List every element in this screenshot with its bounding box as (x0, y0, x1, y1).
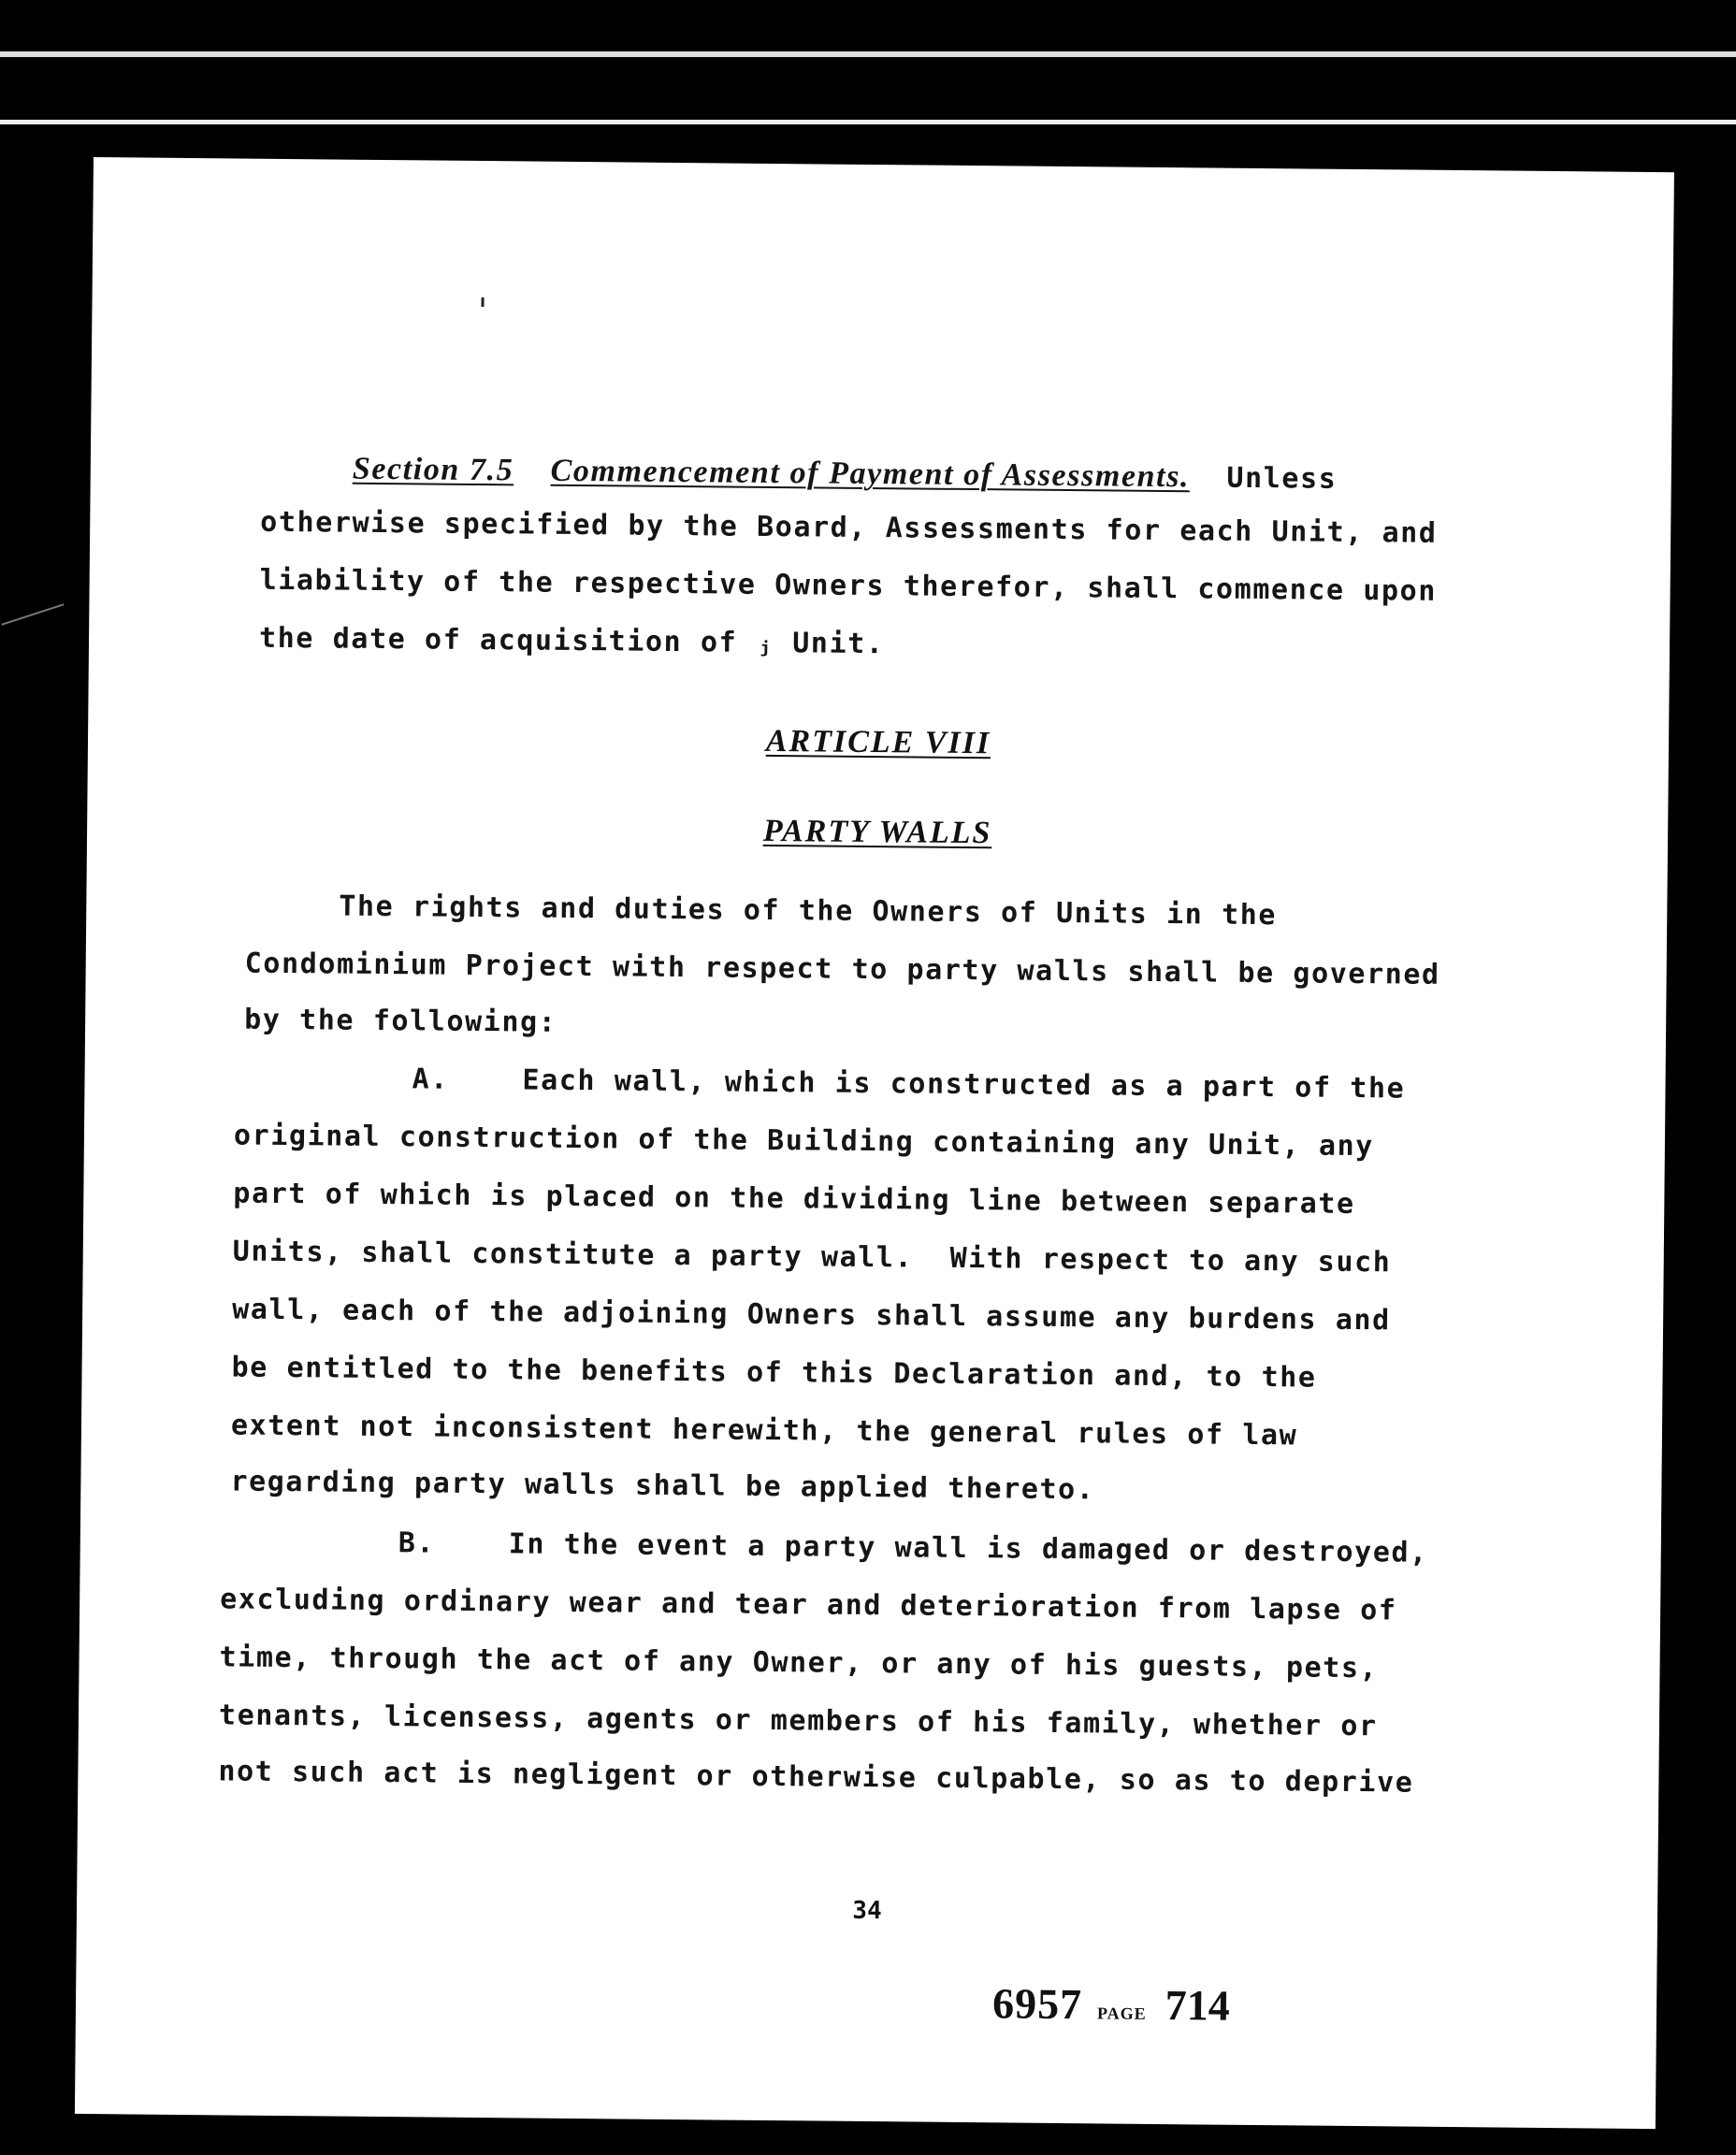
page-number: 34 (852, 1896, 882, 1926)
para-a-line-2: part of which is placed on the dividing line between separate (233, 1177, 1355, 1221)
section-line-2: liability of the respective Owners therefor, shall commence upon (259, 563, 1438, 608)
intro-line-2: by the following: (243, 1003, 557, 1039)
book-number: 6957 (991, 1979, 1083, 2029)
para-a-line-6: extent not inconsistent herewith, the general rules of law (230, 1409, 1298, 1453)
para-b-line-0: B. In the event a party wall is damaged or destroyed, (398, 1526, 1428, 1569)
scan-artifact-line (0, 51, 1736, 57)
intro-line-0: The rights and duties of the Owners of Units in the (339, 889, 1278, 933)
para-b-line-3: tenants, licensess, agents or members of his family, whether or (218, 1699, 1378, 1743)
document-page (75, 157, 1674, 2129)
book-page-reference (992, 1978, 1230, 2030)
section-heading-line (352, 451, 1338, 496)
para-b-line-4: not such act is negligent or otherwise culpable, so as to deprive (218, 1755, 1414, 1800)
para-a-line-3: Units, shall constitute a party wall. With respect to any such (232, 1235, 1392, 1280)
para-a-line-0: A. Each wall, which is constructed as a part of the (412, 1063, 1406, 1106)
book-label: PAGE (1096, 2003, 1147, 2023)
para-a-line-5: be entitled to the benefits of this Declaration and, to the (231, 1351, 1317, 1395)
scan-artifact-line (0, 120, 1736, 124)
speck-mark (481, 297, 484, 307)
section-line-3: the date of acquisition of ⱼ Unit. (258, 621, 885, 661)
para-a-line-4: wall, each of the adjoining Owners shall assume any burdens and (232, 1293, 1391, 1338)
scan-artifact-mark (1, 603, 64, 626)
section-line-0: Unless (1226, 461, 1338, 496)
book-page-number: 714 (1165, 1981, 1231, 2030)
section-title: Commencement of Payment of Assessments. (550, 453, 1191, 495)
para-a-line-7: regarding party walls shall be applied thereto. (230, 1465, 1095, 1507)
para-b-line-2: time, through the act of any Owner, or any of his guests, pets, (219, 1641, 1379, 1685)
section-line-1: otherwise specified by the Board, Assessments for each Unit, and (260, 505, 1438, 550)
para-b-line-1: excluding ordinary wear and tear and deterioration from lapse of (220, 1583, 1397, 1627)
article-heading: ARTICLE VIII (765, 723, 991, 761)
article-title: PARTY WALLS (762, 813, 992, 851)
section-number: Section 7.5 (352, 451, 514, 488)
para-a-line-1: original construction of the Building containing any Unit, any (233, 1119, 1375, 1164)
intro-line-1: Condominium Project with respect to party walls shall be governed (244, 947, 1440, 991)
